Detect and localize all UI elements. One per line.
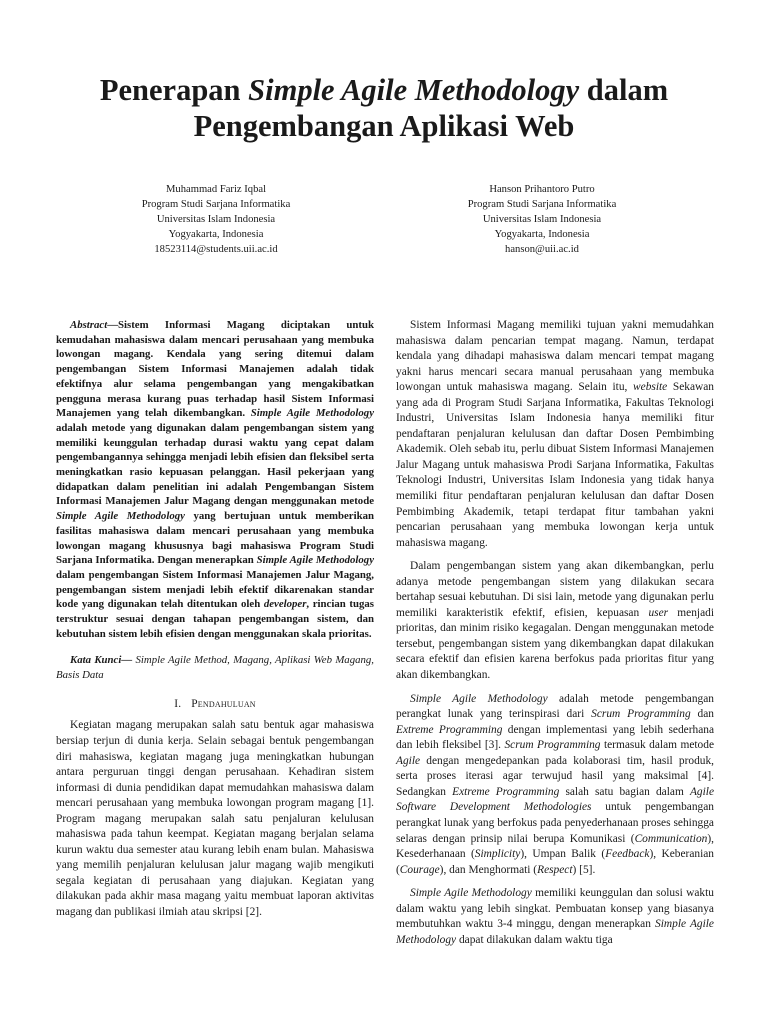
author-block-1 (96, 182, 336, 257)
author-name: Hanson Prihantoro Putro (489, 184, 595, 195)
author-city: Yogyakarta, Indonesia (168, 229, 264, 240)
abstract: Abstract—Sistem Informasi Magang diciptakan untuk kemudahan mahasiswa dalam mencari perusahaan yang membuka lowongan magang. Kendala yang sering ditemui dalam pengembangan Sistem Informasi Manajemen adalah tidak efektifnya alur selama pengembangan yang mengakibatkan pengguna merasa kurang puas terhadap hasil Sistem Informasi Manajemen yang telah dikembangkan. Simple Agile Methodology adalah metode yang digunakan dalam pengembangan sistem yang memiliki keunggulan terhadap durasi waktu yang cepat dalam pengembangannya sehingga menjadi lebih efisien dan fleksibel serta meningkatkan rasio kepuasan pelanggan. Hasil pekerjaan yang didapatkan dalam penelitian ini adalah Pengembangan Sistem Informasi Manajemen Jalur Magang dengan menggunakan metode Simple Agile Methodology yang bertujuan untuk memberikan fasilitas mahasiswa dalam mencari perusahaan yang membuka lowongan magang khususnya bagi mahasiswa Program Studi Sarjana Informatika. Dengan menerapkan Simple Agile Methodology dalam pengembangan Sistem Informasi Manajemen Jalur Magang, pengembangan sistem menjadi lebih efektif dikarenakan standar kode yang digunakan telah ditentukan oleh developer, rincian tugas terstruktur sesuai dengan tahapan pengembangan sistem, dan kebutuhan sistem lebih efisien dengan menggunakan skala prioritas. (56, 319, 374, 640)
body-paragraph-2: Dalam pengembangan sistem yang akan dikembangkan, perlu adanya metode pengembangan sistem yang dilakukan secara bertahap sesuai kebutuhan. Di sisi lain, metode yang digunakan perlu memiliki karakteristik efektif, efisien, kepuasan user menjadi prioritas, dan minim risiko kegagalan. Dengan menggunakan metode tersebut, pengembangan sistem yang dikembangkan dapat dilakukan secara efektif dan efisien karena berfokus pada prioritas fitur yang akan dikembangkan. (396, 560, 714, 682)
author-city: Yogyakarta, Indonesia (494, 229, 590, 240)
keywords-label: Kata Kunci— (70, 654, 133, 667)
left-column (56, 318, 374, 929)
section-heading-introduction: I. Pendahuluan (174, 697, 256, 710)
author-email: hanson@uii.ac.id (505, 244, 579, 255)
author-university: Universitas Islam Indonesia (482, 214, 602, 225)
body-paragraph-4: Simple Agile Methodology memiliki keunggulan dan solusi waktu dalam waktu yang lebih singkat. Pembuatan konsep yang biasanya membutuhkan waktu 3-4 minggu, dengan menerapkan Simple Agile Methodology dapat dilakukan dalam waktu tiga (396, 887, 714, 946)
keywords: Kata Kunci— Simple Agile Method, Magang, Aplikasi Web Magang, Basis Data (56, 654, 374, 682)
author-email: 18523114@students.uii.ac.id (154, 244, 278, 255)
right-column (396, 318, 714, 956)
abstract-label: Abstract (70, 319, 108, 331)
body-paragraph-1: Sistem Informasi Magang memiliki tujuan yakni memudahkan mahasiswa dalam pencarian tempat magang. Namun, terdapat kendala yang dihadapi mahasiswa dalam mencari tempat magang yakni harus mencari secara manual perusahaan yang membuka lowongan untuk mahasiswa magang. Selain itu, website Sekawan yang ada di Program Studi Sarjana Informatika, Fakultas Teknologi Industri, Universitas Islam Indonesia hanya memiliki fitur pendaftaran penjaluran kelulusan dan daftar Dosen Pembimbing Akademik. Oleh sebab itu, perlu dibuat Sistem Informasi Manajemen Jalur Magang untuk mahasiswa Prodi Sarjana Informatika, Fakultas Teknologi Industri, Universitas Islam Indonesia yang tidak hanya memiliki fitur pendaftaran penjaluran kelulusan dan daftar Dosen Pembimbing Akademik, tetapi terdapat fitur tambahan yakni pencarian perusahaan yang membuka lowongan kerja untuk mahasiswa magang. (396, 319, 714, 549)
title-line-2: Pengembangan Aplikasi Web (193, 109, 575, 143)
author-block-2 (422, 182, 662, 257)
author-university: Universitas Islam Indonesia (156, 214, 276, 225)
intro-paragraph: Kegiatan magang merupakan salah satu bentuk agar mahasiswa bersiap terjun di dunia kerja. Selain sebagai bentuk pengembangan diri mahasiswa, kegiatan magang juga meningkatkan hubungan antara perguruan tinggi dengan perusahaan. Kehadiran sistem informasi di dunia pendidikan dapat memudahkan mahasiswa dalam mencari perusahaan yang membuka lowongan program magang [1]. Program magang merupakan salah satu penjaluran kelulusan mahasiswa pada tahun keempat. Kegiatan magang berjalan selama kurun waktu dua semester atau kurang lebih enam bulan. Mahasiswa yang memilih penjaluran kelulusan jalur magang wajib mengikuti segala kegiatan di perusahaan yang diajukan. Kegiatan yang dilakukan pada akhir masa magang yaitu membuat laporan aktivitas magang dan publikasi ilmiah atau skripsi [2]. (56, 719, 374, 918)
title-line-1: Penerapan Simple Agile Methodology dalam (99, 73, 669, 107)
paper-title (40, 72, 728, 144)
body-paragraph-3: Simple Agile Methodology adalah metode pengembangan perangkat lunak yang terinspirasi dari Scrum Programming dan Extreme Programming dengan implementasi yang lebih sederhana dan lebih fleksibel [3]. Scrum Programming termasuk dalam metode Agile dengan mengedepankan pada kolaborasi tim, hasil produk, serta proses iterasi agar terwujud hasil yang maksimal [4]. Sedangkan Extreme Programming salah satu bagian dalam Agile Software Development Methodologies untuk pengembangan perangkat lunak yang berfokus pada penyederhanaan proses sehingga selaras dengan prinsip nilai berupa Komunikasi (Communication), Kesederhanaan (Simplicity), Umpan Balik (Feedback), Keberanian (Courage), dan Menghormati (Respect) [5]. (396, 692, 715, 876)
author-program: Program Studi Sarjana Informatika (467, 199, 617, 210)
author-name: Muhammad Fariz Iqbal (165, 184, 267, 195)
author-program: Program Studi Sarjana Informatika (141, 199, 291, 210)
